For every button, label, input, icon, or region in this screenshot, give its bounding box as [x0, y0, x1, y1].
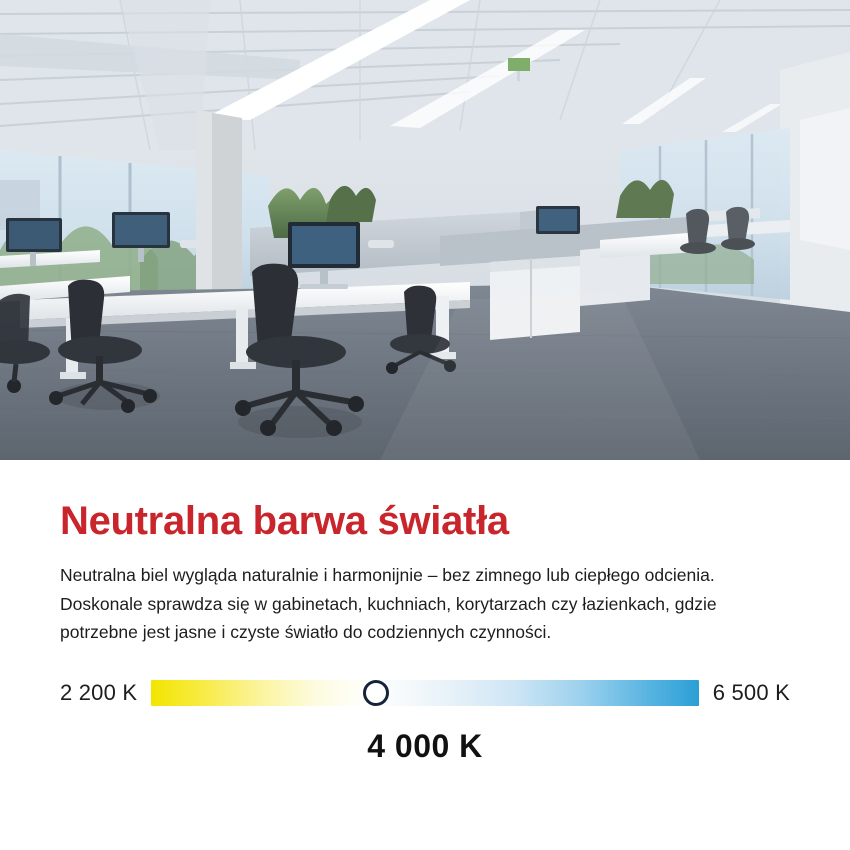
slider-knob-handle[interactable]	[363, 680, 389, 706]
page-title: Neutralna barwa światła	[60, 499, 509, 543]
temperature-gradient-bar	[151, 680, 699, 706]
current-temperature-value: 4 000 K	[367, 728, 483, 765]
text-content	[0, 460, 850, 765]
slider-min-label: 2 200 K	[60, 680, 138, 706]
body-paragraph: Neutralna biel wygląda naturalnie i harmonijnie – bez zimnego lub ciepłego odcienia. Doskonale sprawdza się w gabinetach, kuchniach, korytarzach czy łazienkach, gdzie potrzebne jest jasne i czyste światło do codziennych czynności.	[60, 565, 717, 642]
slider-max-label: 6 500 K	[712, 680, 790, 706]
slider-track[interactable]	[151, 680, 699, 706]
color-temperature-slider[interactable]	[60, 680, 790, 706]
